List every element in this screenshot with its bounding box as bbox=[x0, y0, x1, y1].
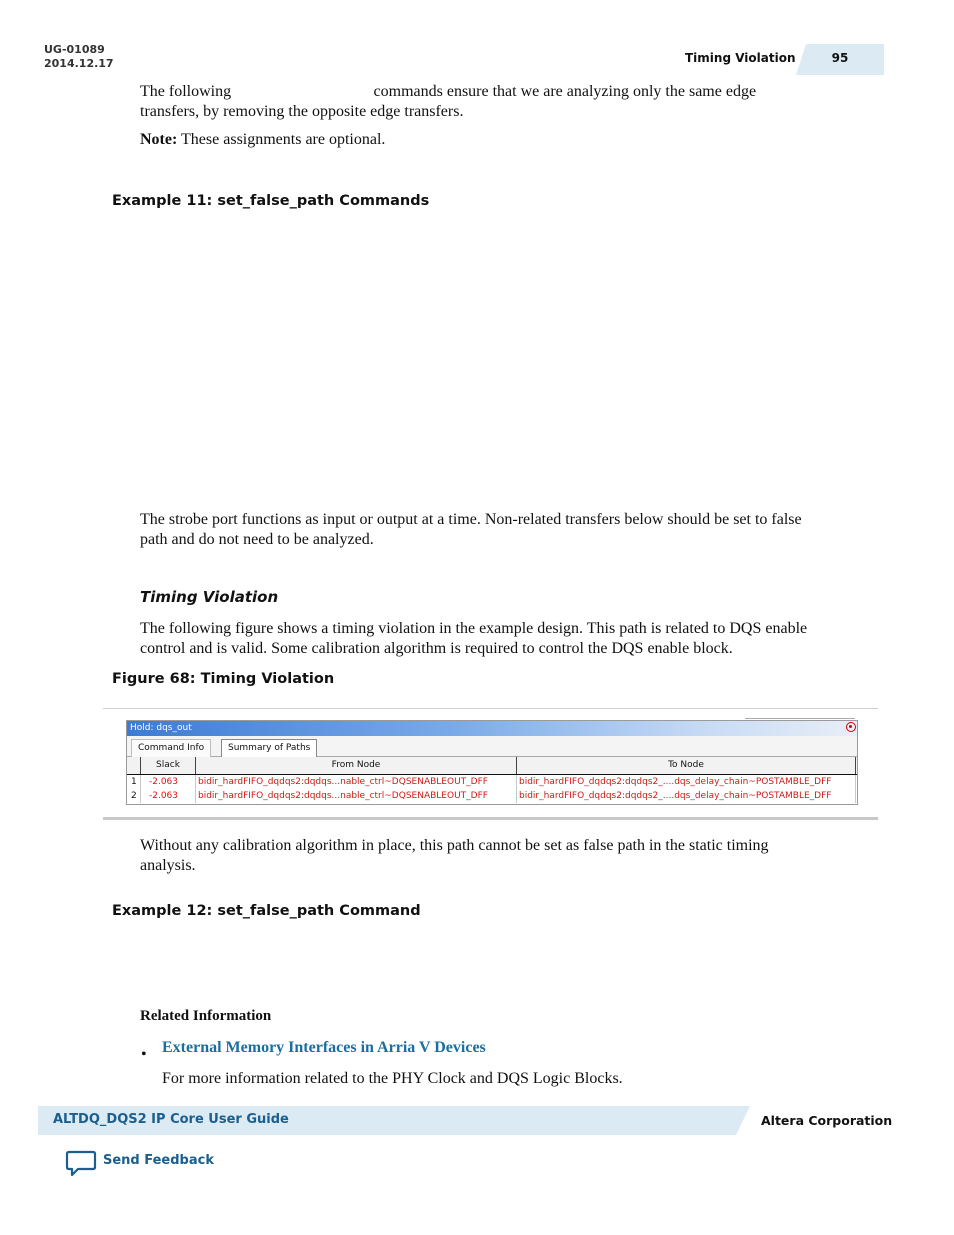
strobe-line-1: The strobe port functions as input or output at a time. Non-related transfers below should be set to false bbox=[140, 511, 802, 528]
to-node-cell: bidir_hardFIFO_dqdqs2:dqdqs2_....dqs_delay_chain~POSTAMBLE_DFF bbox=[517, 789, 856, 803]
column-header-to-node[interactable]: To Node bbox=[517, 757, 856, 774]
bullet-glyph: • bbox=[141, 1046, 147, 1063]
table-row[interactable] bbox=[127, 789, 857, 803]
calibration-line-2: analysis. bbox=[140, 857, 196, 874]
related-description: For more information related to the PHY Clock and DQS Logic Blocks. bbox=[162, 1070, 623, 1087]
to-node-cell: bidir_hardFIFO_dqdqs2:dqdqs2_....dqs_delay_chain~POSTAMBLE_DFF bbox=[517, 775, 856, 789]
intro-paragraph bbox=[140, 82, 860, 122]
calibration-paragraph bbox=[140, 836, 880, 876]
speech-bubble-icon bbox=[65, 1150, 97, 1178]
note-text: These assignments are optional. bbox=[181, 131, 386, 148]
intro-code-term: set_false_path bbox=[235, 83, 370, 101]
running-header-title: Timing Violation bbox=[685, 51, 796, 65]
intro-line-2: transfers, by removing the opposite edge transfers. bbox=[140, 103, 464, 120]
row-index: 1 bbox=[127, 775, 141, 789]
timing-paragraph bbox=[140, 619, 880, 659]
timing-line-1: The following figure shows a timing violation in the example design. This path is related to DQS enable bbox=[140, 620, 808, 637]
related-link[interactable]: External Memory Interfaces in Arria V Devices bbox=[162, 1039, 486, 1056]
example-11-caption: Example 11: set_false_path Commands bbox=[112, 193, 430, 209]
row-number-header bbox=[127, 757, 141, 774]
figure-68-caption: Figure 68: Timing Violation bbox=[112, 671, 335, 687]
tab-summary-of-paths[interactable]: Summary of Paths bbox=[221, 739, 317, 757]
report-tab-bar bbox=[127, 736, 857, 757]
report-window-titlebar bbox=[127, 721, 857, 736]
doc-date: 2014.12.17 bbox=[44, 57, 114, 70]
column-header-from-node[interactable]: From Node bbox=[196, 757, 517, 774]
tab-command-info[interactable]: Command Info bbox=[131, 739, 211, 757]
paths-table-header bbox=[127, 757, 857, 775]
example-12-caption: Example 12: set_false_path Command bbox=[112, 903, 421, 919]
strobe-paragraph bbox=[140, 510, 880, 550]
footer-bar bbox=[38, 1106, 750, 1135]
from-node-cell: bidir_hardFIFO_dqdqs2:dqdqs...nable_ctrl~DQSENABLEOUT_DFF bbox=[196, 789, 517, 803]
send-feedback-label[interactable]: Send Feedback bbox=[103, 1153, 214, 1168]
close-icon[interactable] bbox=[846, 722, 856, 732]
section-heading: Timing Violation bbox=[140, 588, 279, 606]
report-window-title: Hold: dqs_out bbox=[130, 723, 192, 733]
figure-window-edge bbox=[745, 718, 855, 719]
table-row[interactable] bbox=[127, 775, 857, 789]
slack-cell: -2.063 bbox=[141, 775, 196, 789]
page-number: 95 bbox=[831, 51, 849, 65]
intro-text-after: commands ensure that we are analyzing only the same edge bbox=[373, 83, 757, 100]
row-index: 2 bbox=[127, 789, 141, 803]
timing-report-window[interactable] bbox=[126, 720, 858, 805]
calibration-line-1: Without any calibration algorithm in place, this path cannot be set as false path in the static timing bbox=[140, 837, 769, 854]
strobe-line-2: path and do not need to be analyzed. bbox=[140, 531, 374, 548]
slack-cell: -2.063 bbox=[141, 789, 196, 803]
note-label: Note: bbox=[140, 131, 178, 148]
related-info-heading: Related Information bbox=[140, 1008, 272, 1024]
company-name: Altera Corporation bbox=[761, 1113, 893, 1128]
document-id bbox=[44, 43, 114, 71]
column-header-slack[interactable]: Slack bbox=[141, 757, 196, 774]
guide-title[interactable]: ALTDQ_DQS2 IP Core User Guide bbox=[53, 1112, 289, 1127]
intro-text-before: The following bbox=[140, 83, 232, 100]
from-node-cell: bidir_hardFIFO_dqdqs2:dqdqs...nable_ctrl~DQSENABLEOUT_DFF bbox=[196, 775, 517, 789]
timing-line-2: control and is valid. Some calibration algorithm is required to control the DQS enable block. bbox=[140, 640, 733, 657]
note bbox=[140, 130, 385, 150]
figure-bottom-rule bbox=[103, 817, 878, 820]
figure-top-rule bbox=[103, 708, 878, 709]
page-number-tab bbox=[796, 44, 884, 75]
doc-number: UG-01089 bbox=[44, 43, 105, 56]
